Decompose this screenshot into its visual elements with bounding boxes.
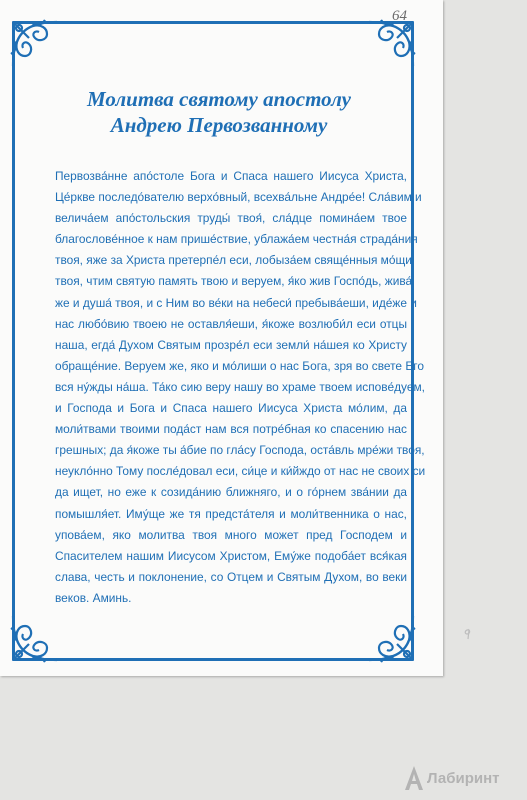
ornamental-frame — [12, 21, 426, 661]
title-line: Молитва святому апостолу — [87, 87, 351, 111]
text-line: неукло́нно Тому после́довал еси, си́це и ки́йждо от нас не своих си — [55, 464, 426, 479]
text-line: твоя, чтим святую память твою и веруем, я́ко жив Госпо́дь, жива́ — [55, 274, 413, 289]
watermark-text: Лабиринт — [427, 769, 500, 787]
labirint-logo-icon — [404, 765, 424, 791]
text-line: упова́ем, яко молитва твоя много может пред Господем и — [55, 527, 407, 542]
text-line: Первозва́нне апо́столе Бога и Спаса нашего Иисуса Христа, — [55, 169, 407, 183]
text-line: же и душа́ твоя, и с Ним во ве́ки на небеси́ пребыва́еши, иде́же и — [55, 295, 417, 310]
corner-ornament-icon — [7, 16, 63, 72]
text-line: да ищет, но еже к созида́нию ближняго, и о го́рнем зва́нии да — [55, 485, 407, 500]
text-line: благослове́нное к нам прише́ствие, ублажа́ем честна́я страда́ния — [55, 232, 418, 247]
text-line: помышля́ет. Иму́ще же тя предста́теля и моли́твенника о нас, — [55, 506, 407, 521]
text-line: слава, честь и поклонение, со Отцем и Святым Духом, во веки — [55, 569, 407, 584]
handwritten-page-number: 64 — [392, 8, 407, 24]
title-line: Андрею Первозванному — [110, 113, 328, 137]
text-line: Це́ркве последо́вателю верхо́вный, всехва́льне Андре́е! Сла́вим и — [55, 190, 422, 205]
prayer-title — [15, 86, 423, 138]
text-line: веков. Аминь. — [55, 590, 132, 605]
corner-ornament-icon — [363, 16, 419, 72]
corner-ornament-icon — [7, 610, 63, 666]
text-line: обраще́ние. Веруем же, яко и мо́лиши о нас Бога, зря во свете Его — [55, 358, 424, 373]
text-line: велича́ем апо́стольския труды́ твоя́, сла́дце помина́ем твое — [55, 211, 407, 226]
text-line: и Господа и Бога и Спаса нашего Иисуса Христа мо́лим, да — [55, 401, 407, 416]
text-line: вся ну́жды на́ша. Та́ко сию веру нашу во храме твоем испове́дуем, — [55, 379, 425, 394]
labirint-watermark — [404, 763, 500, 793]
pencil-mark-icon — [462, 628, 472, 640]
text-line: нас любо́вию твоею не оставля́еши, я́коже возлюби́л еси отцы — [55, 316, 407, 331]
text-line: грешных; да я́коже ты а́бие по гла́су Господа, оста́вль мре́жи твоя, — [55, 443, 425, 458]
text-line: Спасителем нашим Иисусом Христом, Ему́же подоба́ет вся́кая — [55, 548, 407, 563]
text-line: твоя, яже за Христа претерпе́л еси, лобыза́ем свяще́нныя мо́щи — [55, 253, 412, 268]
text-line: наша, егда́ Духом Святым прозре́л еси земли́ на́шея ко Христу — [55, 337, 407, 352]
text-line: моли́твами твоими пода́ст нам вся потре́бная ко спасению нас — [55, 422, 407, 437]
prayer-text — [55, 166, 426, 609]
corner-ornament-icon — [363, 610, 419, 666]
